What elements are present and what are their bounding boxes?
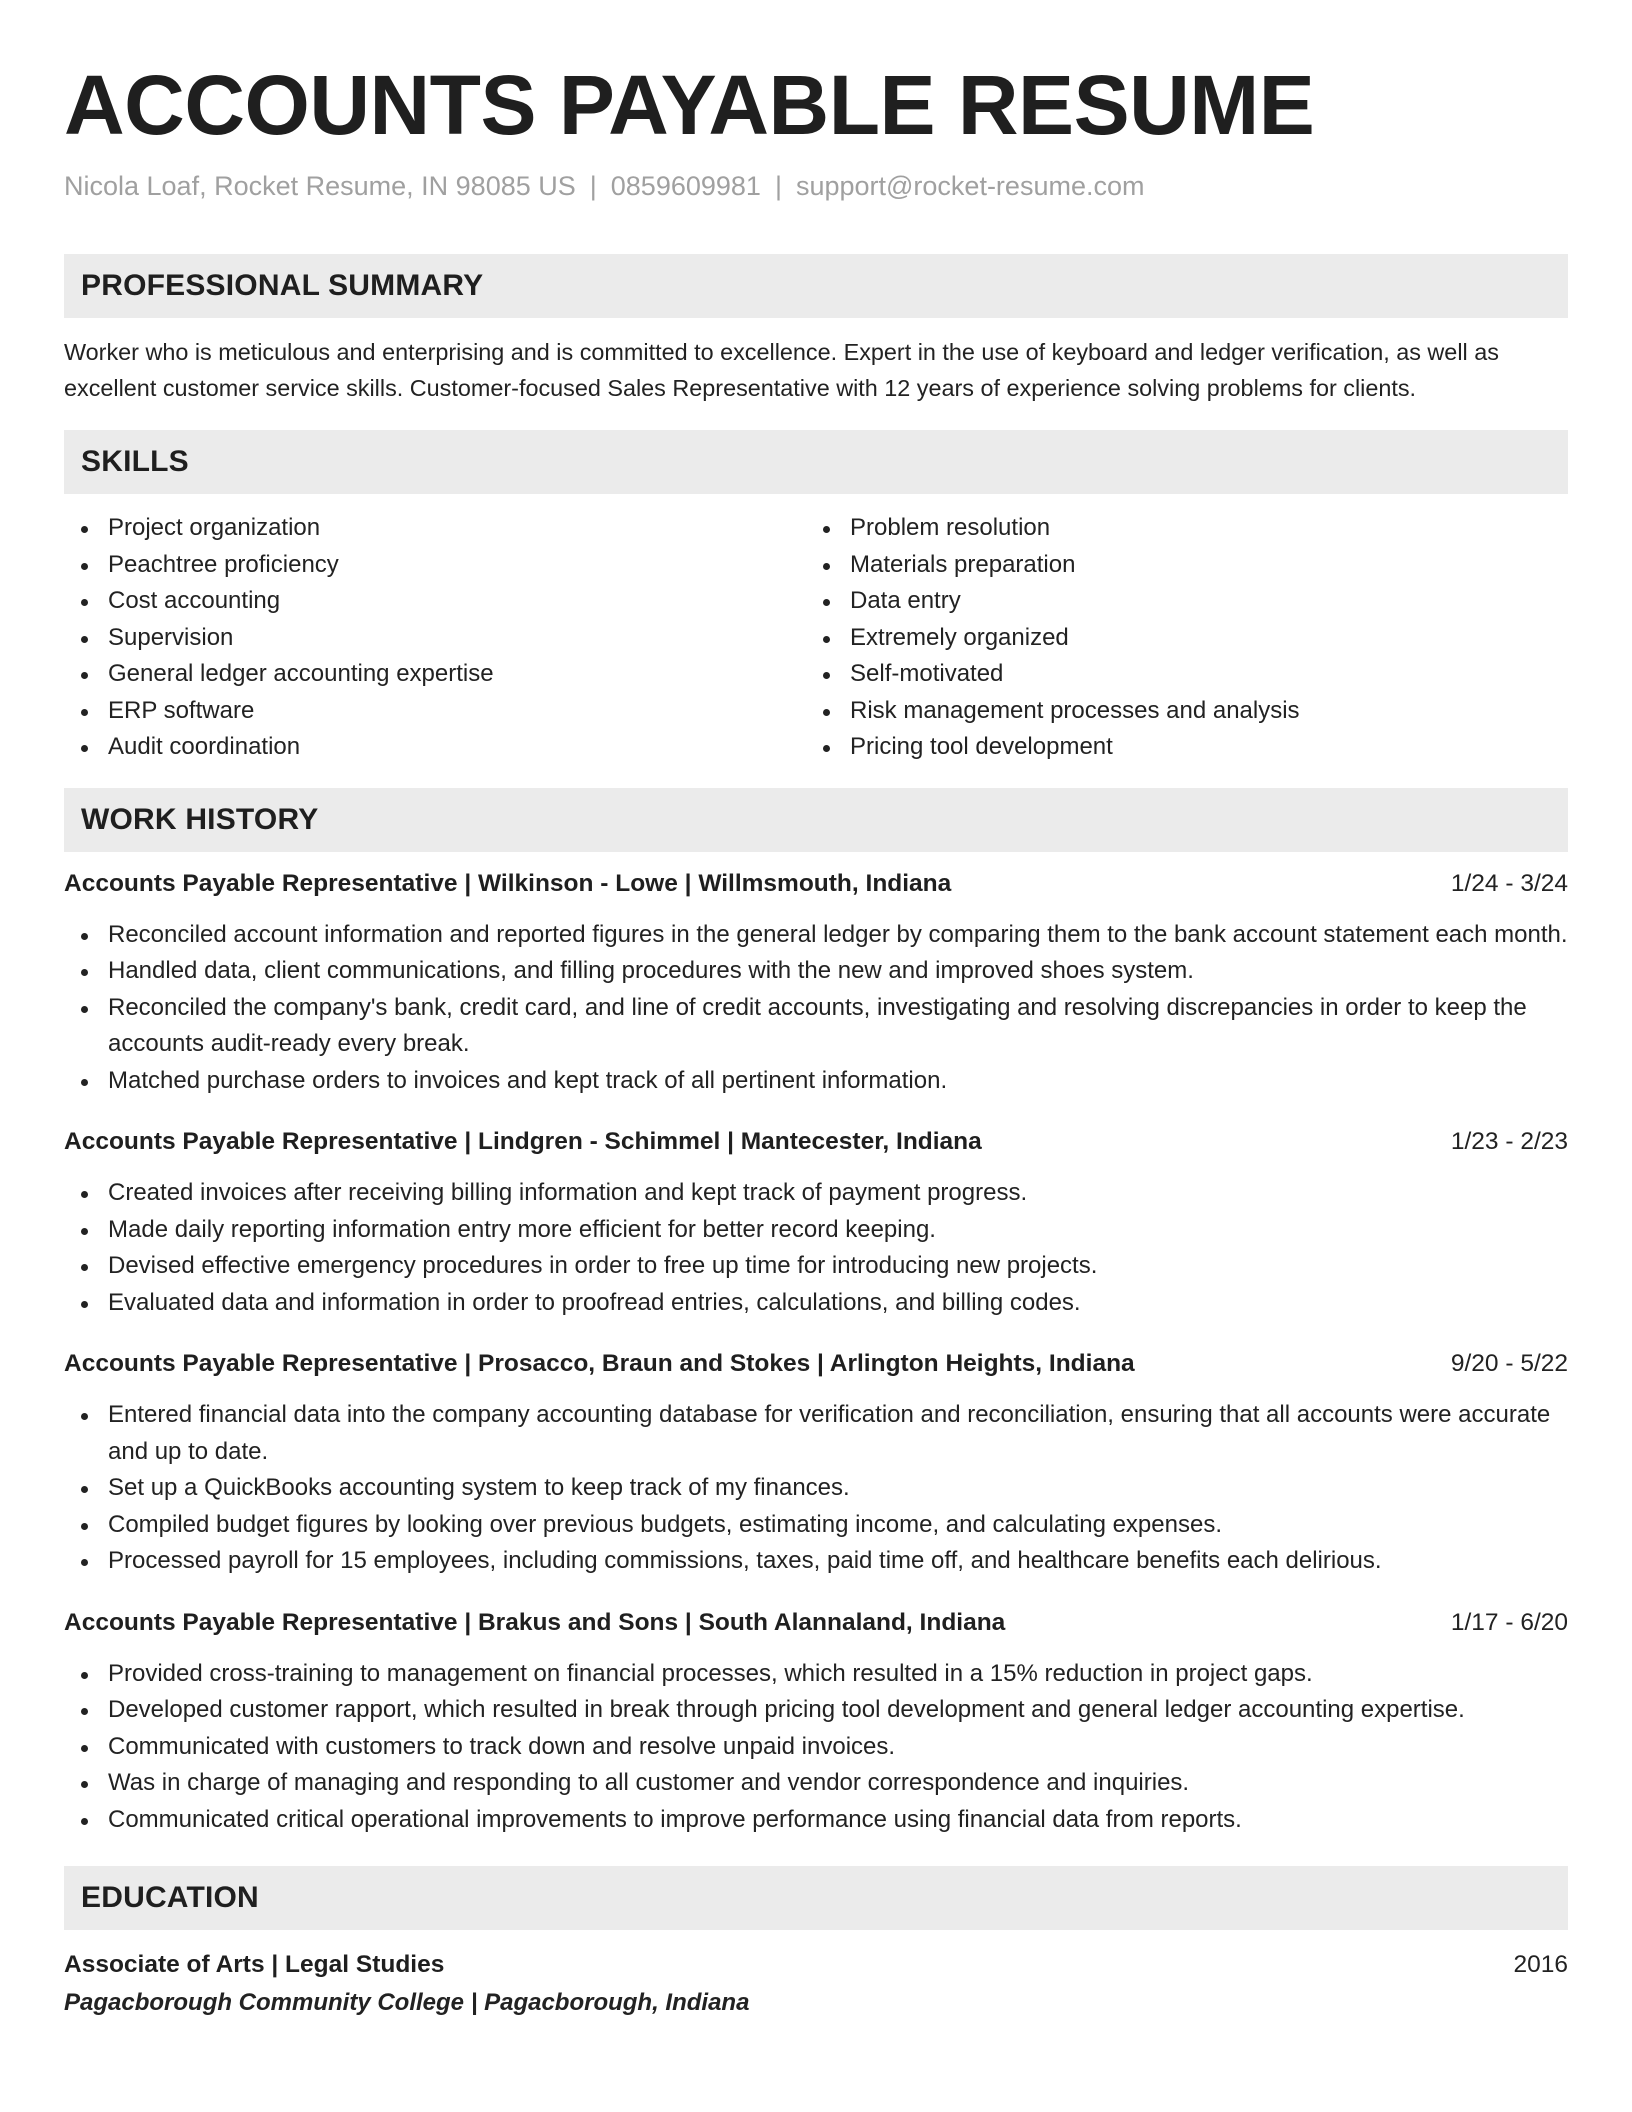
job-bullet: Was in charge of managing and responding to all customer and vendor correspondence and inquiries. (64, 1765, 1568, 1802)
job-title: Accounts Payable Representative | Wilkinson - Lowe | Willmsmouth, Indiana (64, 869, 952, 897)
section-title: EDUCATION (81, 1881, 259, 1914)
education-year: 2016 (1513, 1951, 1568, 1978)
job-bullet: Reconciled the company's bank, credit card, and line of credit accounts, investigating and resolving discrepancies in order to keep the accounts audit-ready every break. (64, 990, 1568, 1063)
skill-item: Problem resolution (806, 510, 1548, 547)
job-dates: 1/17 - 6/20 (1450, 1608, 1568, 1636)
education-entry (64, 1948, 1568, 2020)
job-bullet: Set up a QuickBooks accounting system to keep track of my finances. (64, 1470, 1568, 1507)
skill-item: Risk management processes and analysis (806, 693, 1548, 730)
job-bullet: Entered financial data into the company accounting database for verification and reconciliation, ensuring that all accounts were accurate and up to date. (64, 1397, 1568, 1470)
education-school: Pagacborough Community College | Pagacborough, Indiana (64, 1989, 750, 2016)
skill-item: Supervision (64, 620, 806, 657)
section-title: SKILLS (81, 445, 189, 478)
job-bullet: Compiled budget figures by looking over previous budgets, estimating income, and calculating expenses. (64, 1507, 1568, 1544)
skill-item: Audit coordination (64, 729, 806, 766)
job-header (64, 1606, 1568, 1640)
job-entry (64, 867, 1568, 1100)
job-bullet: Developed customer rapport, which resulted in break through pricing tool development and general ledger accounting expertise. (64, 1692, 1568, 1729)
job-bullets (64, 1397, 1568, 1580)
section-header-education (64, 1866, 1568, 1930)
job-title: Accounts Payable Representative | Lindgren - Schimmel | Mantecester, Indiana (64, 1128, 982, 1155)
contact-address: Nicola Loaf, Rocket Resume, IN 98085 US (64, 171, 576, 201)
section-header-work-history (64, 788, 1568, 852)
skill-item: Cost accounting (64, 583, 806, 620)
job-bullets (64, 1175, 1568, 1321)
skill-item: Self-motivated (806, 656, 1548, 693)
skill-item: Materials preparation (806, 547, 1548, 584)
job-bullet: Created invoices after receiving billing information and kept track of payment progress. (64, 1175, 1568, 1212)
resume-title: ACCOUNTS PAYABLE RESUME (64, 58, 1315, 152)
skill-item: Peachtree proficiency (64, 547, 806, 584)
job-bullet: Made daily reporting information entry more efficient for better record keeping. (64, 1212, 1568, 1249)
skill-item: Extremely organized (806, 620, 1548, 657)
job-title: Accounts Payable Representative | Prosacco, Braun and Stokes | Arlington Heights, Indiana (64, 1350, 1135, 1377)
job-entry (64, 1606, 1568, 1839)
job-entry (64, 1347, 1568, 1580)
job-bullet: Devised effective emergency procedures in order to free up time for introducing new projects. (64, 1248, 1568, 1285)
section-header-summary (64, 254, 1568, 318)
section-header-skills (64, 430, 1568, 494)
job-dates: 1/24 - 3/24 (1450, 869, 1568, 897)
contact-line (64, 168, 1568, 204)
skills-right-list (806, 510, 1548, 766)
skill-item: Pricing tool development (806, 729, 1548, 766)
skill-item: ERP software (64, 693, 806, 730)
job-dates: 9/20 - 5/22 (1450, 1350, 1568, 1377)
skill-item: Project organization (64, 510, 806, 547)
job-bullet: Reconciled account information and reported figures in the general ledger by comparing them to the bank account statement each month. (64, 917, 1568, 954)
skills-columns (64, 510, 1568, 766)
job-bullets (64, 1656, 1568, 1839)
contact-separator: | (589, 171, 597, 201)
job-bullet: Matched purchase orders to invoices and kept track of all pertinent information. (64, 1063, 1568, 1100)
job-bullet: Communicated critical operational improvements to improve performance using financial data from reports. (64, 1802, 1568, 1839)
resume-page (64, 0, 1568, 2020)
summary-text: Worker who is meticulous and enterprising and is committed to excellence. Expert in the use of keyboard and ledger verification, as well as excellent customer service skills. Customer-focused Sales Representative with 12 years of experience solving problems for clients. (64, 339, 1499, 401)
job-entry (64, 1125, 1568, 1321)
job-header (64, 1125, 1568, 1159)
contact-email: support@rocket-resume.com (795, 171, 1145, 201)
contact-phone: 0859609981 (610, 171, 761, 201)
job-bullets (64, 917, 1568, 1100)
job-title: Accounts Payable Representative | Brakus and Sons | South Alannaland, Indiana (64, 1608, 1006, 1636)
skill-item: General ledger accounting expertise (64, 656, 806, 693)
job-bullet: Evaluated data and information in order to proofread entries, calculations, and billing codes. (64, 1285, 1568, 1322)
section-title: PROFESSIONAL SUMMARY (81, 269, 484, 302)
education-header (64, 1948, 1568, 1982)
job-header (64, 867, 1568, 901)
section-title: WORK HISTORY (81, 802, 319, 836)
skills-left-list (64, 510, 806, 766)
job-bullet: Communicated with customers to track down and resolve unpaid invoices. (64, 1729, 1568, 1766)
job-dates: 1/23 - 2/23 (1450, 1128, 1568, 1155)
education-degree: Associate of Arts | Legal Studies (64, 1951, 445, 1978)
job-bullet: Processed payroll for 15 employees, including commissions, taxes, paid time off, and healthcare benefits each delirious. (64, 1543, 1568, 1580)
contact-separator: | (774, 171, 782, 201)
job-bullet: Handled data, client communications, and filling procedures with the new and improved shoes system. (64, 953, 1568, 990)
job-header (64, 1347, 1568, 1381)
skill-item: Data entry (806, 583, 1548, 620)
job-bullet: Provided cross-training to management on financial processes, which resulted in a 15% reduction in project gaps. (64, 1656, 1568, 1693)
